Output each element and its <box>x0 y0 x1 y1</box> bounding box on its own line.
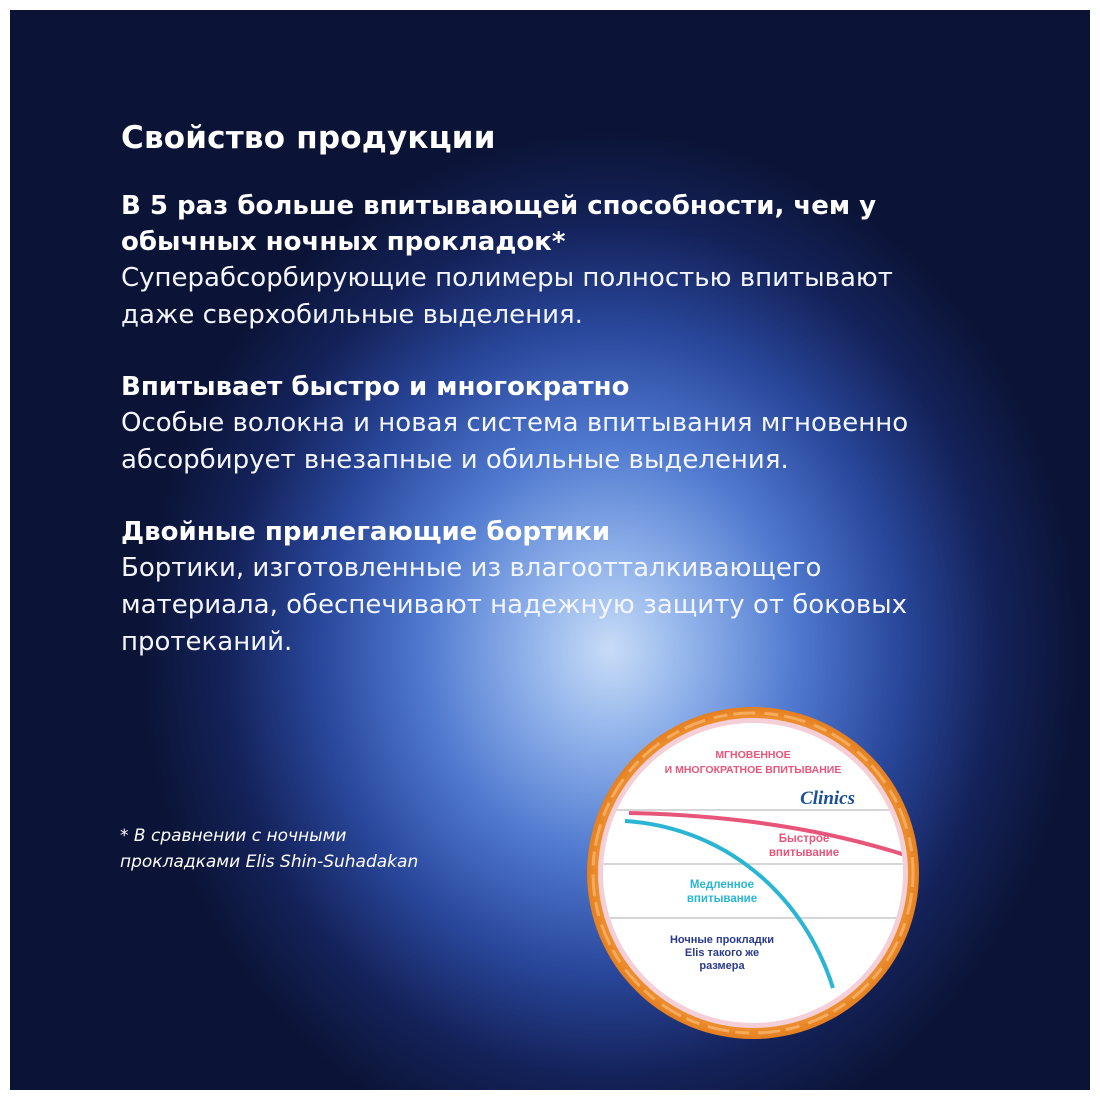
feature-fast-absorption <box>121 369 971 479</box>
feature-heading: В 5 раз больше впитывающей способности, чем у обычных ночных прокладок* <box>121 191 877 257</box>
badge-title-line: МГНОВЕННОЕ <box>715 749 791 761</box>
feature-description: Особые волокна и новая система впитывания мгновенно абсорбирует внезапные и обильные выделения. <box>121 408 909 475</box>
comparison-label: Ночные прокладки <box>669 934 775 946</box>
feature-description: Суперабсорбирующие полимеры полностью впитывают даже сверхобильные выделения. <box>121 263 893 330</box>
absorption-comparison-diagram <box>583 703 923 1043</box>
comparison-label: Elis такого же <box>684 947 760 959</box>
brand-logo: Clinics <box>800 788 855 809</box>
feature-absorbency <box>121 188 971 334</box>
fast-absorption-label: впитывание <box>768 847 840 859</box>
comparison-footnote: * В сравнении с ночными прокладками Elis Shin-Suhadakan <box>120 826 419 872</box>
fast-absorption-label: Быстрое <box>778 833 830 845</box>
feature-side-barriers <box>121 514 971 661</box>
feature-heading: Двойные прилегающие бортики <box>121 517 611 547</box>
slow-absorption-label: Медленное <box>689 879 755 891</box>
badge-title-line: И МНОГОКРАТНОЕ ВПИТЫВАНИЕ <box>664 764 842 776</box>
absorption-badge <box>583 703 923 1043</box>
slow-absorption-label: впитывание <box>686 893 758 905</box>
product-banner <box>10 10 1090 1090</box>
page-title: Свойство продукции <box>121 120 496 156</box>
product-properties <box>121 118 971 696</box>
comparison-label: размера <box>699 960 745 972</box>
feature-description: Бортики, изготовленные из влагоотталкивающего материала, обеспечивают надежную защиту от боковых протеканий. <box>121 553 908 657</box>
feature-heading: Впитывает быстро и многократно <box>121 372 630 402</box>
